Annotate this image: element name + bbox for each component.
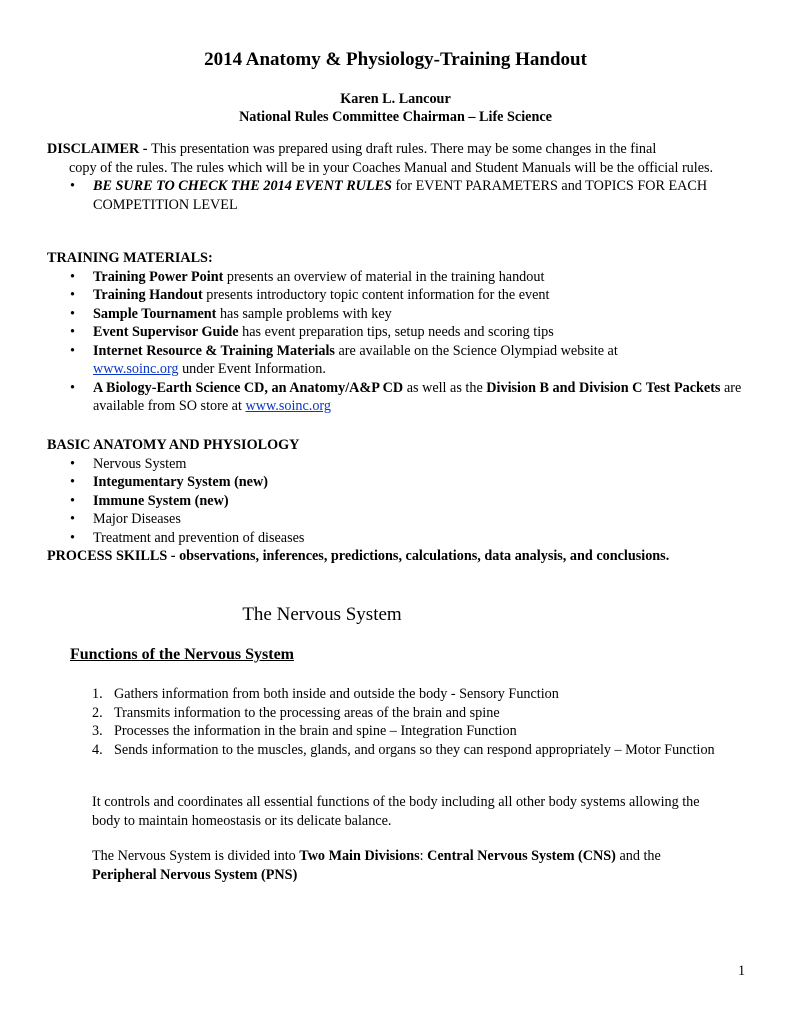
list-item: • Treatment and prevention of diseases [70, 529, 305, 546]
list-item: 2. Transmits information to the processing areas of the brain and spine [92, 704, 500, 721]
disclaimer-paragraph [47, 140, 747, 177]
author-role: National Rules Committee Chairman – Life Science [239, 109, 552, 125]
author-name: Karen L. Lancour [340, 91, 451, 107]
training-section [47, 249, 757, 416]
bullet-icon: • [70, 287, 75, 303]
bullet-icon: • [70, 342, 75, 359]
basic-section [47, 436, 747, 566]
bullet-icon: • [70, 178, 75, 194]
soinc-link[interactable]: www.soinc.org [93, 361, 179, 377]
disclaimer-text-rest: copy of the rules. The rules which will be in your Coaches Manual and Student Manuals will be the official rules. [69, 159, 714, 176]
functions-section [92, 685, 752, 759]
disclaimer-text-line1: This presentation was prepared using draft rules. There may be some changes in the final [151, 141, 657, 157]
list-item: • Major Diseases [70, 511, 181, 527]
bullet-icon: • [70, 474, 75, 490]
list-item: • Internet Resource & Training Materials are available on the Science Olympiad website at www.soinc.org under Event Information. [70, 342, 618, 377]
list-item: • BE SURE TO CHECK THE 2014 EVENT RULES for EVENT PARAMETERS and TOPICS FOR EACH COMPETITION LEVEL [70, 178, 708, 213]
bullet-icon: • [70, 305, 75, 322]
section-title: The Nervous System [242, 604, 402, 625]
bullet-icon: • [70, 492, 75, 509]
process-skills: PROCESS SKILLS - observations, inferences, predictions, calculations, data analysis, and conclusions. [47, 548, 670, 564]
list-item: 4. Sends information to the muscles, glands, and organs so they can respond appropriately – Motor Function [92, 741, 715, 758]
list-item: • Sample Tournament has sample problems with key [70, 305, 392, 322]
list-item: • Training Power Point presents an overview of material in the training handout [70, 268, 545, 285]
list-item: • Event Supervisor Guide has event preparation tips, setup needs and scoring tips [70, 324, 554, 340]
bullet-icon: • [70, 455, 75, 472]
bullet-icon: • [70, 324, 75, 340]
so-store-link[interactable]: www.soinc.org [245, 398, 331, 414]
document-title: 2014 Anatomy & Physiology-Training Handout [204, 49, 587, 70]
training-list [47, 268, 757, 416]
list-item: • Training Handout presents introductory topic content information for the event [70, 287, 550, 303]
functions-heading: Functions of the Nervous System [70, 646, 294, 663]
disclaimer-section [47, 140, 747, 214]
page-number: 1 [738, 963, 746, 979]
disclaimer-label: DISCLAIMER - [47, 141, 152, 157]
control-paragraph: It controls and coordinates all essential functions of the body including all other body systems allowing the body to maintain homeostasis or its delicate balance. [92, 794, 700, 829]
basic-heading: BASIC ANATOMY AND PHYSIOLOGY [47, 437, 300, 453]
list-item: 1. Gathers information from both inside and outside the body - Sensory Function [92, 686, 559, 702]
list-item: • Nervous System [70, 455, 187, 472]
list-item: • A Biology-Earth Science CD, an Anatomy/A&P CD as well as the Division B and Division C Test Packets are available from SO store at www.soinc.org [70, 379, 742, 414]
disclaimer-bullets [47, 177, 747, 214]
divisions-paragraph: The Nervous System is divided into Two Main Divisions: Central Nervous System (CNS) and the Peripheral Nervous System (PNS) [92, 848, 661, 883]
training-heading: TRAINING MATERIALS: [47, 250, 213, 266]
list-item: 3. Processes the information in the brain and spine – Integration Function [92, 723, 517, 739]
list-item: • Immune System (new) [70, 492, 229, 509]
bullet-icon: • [70, 268, 75, 285]
topics-list [47, 455, 747, 548]
bullet-icon: • [70, 529, 75, 546]
list-item: • Integumentary System (new) [70, 474, 268, 490]
rules-warning: BE SURE TO CHECK THE 2014 EVENT RULES [93, 178, 392, 194]
bullet-icon: • [70, 511, 75, 527]
functions-list [92, 685, 752, 759]
bullet-icon: • [70, 379, 75, 396]
